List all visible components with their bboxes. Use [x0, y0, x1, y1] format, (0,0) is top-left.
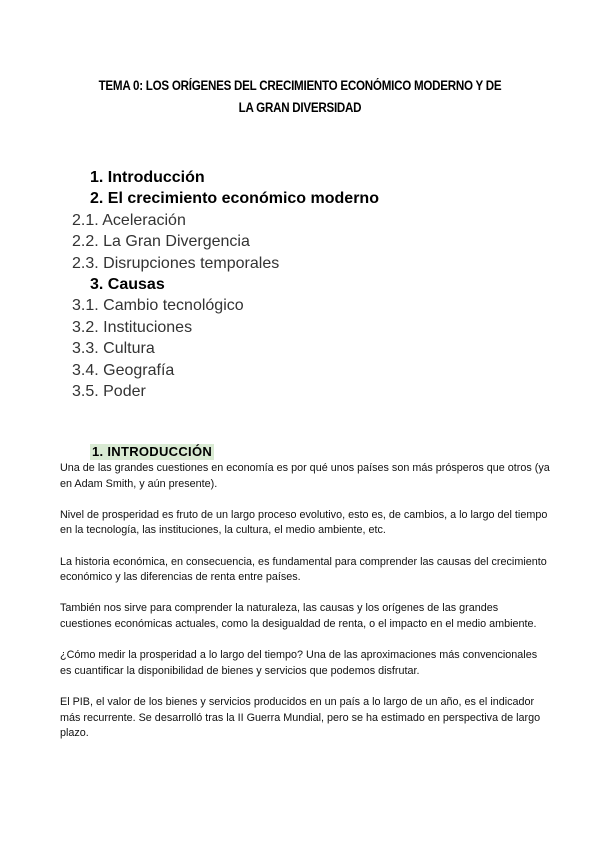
toc-item-causas: 3. Causas — [90, 275, 165, 293]
paragraph: El PIB, el valor de los bienes y servicios producidos en un país a lo largo de un año, es el indicador más recurrente. Se desarrolló tras la II Guerra Mundial, pero se ha estimado en perspectiva de largo plazo. — [60, 695, 541, 740]
document-title: TEMA 0: LOS ORÍGENES DEL CRECIMIENTO ECONÓMICO MODERNO Y DE LA GRAN DIVERSIDAD — [98, 78, 502, 115]
toc-item-introduccion: 1. Introducción — [90, 169, 205, 186]
paragraph: Una de las grandes cuestiones en economía es por qué unos países son más prósperos que otros (ya en Adam Smith, y aún presente). — [60, 462, 550, 490]
paragraph: Nivel de prosperidad es fruto de un largo proceso evolutivo, esto es, de cambios, a lo largo del tiempo en la tecnología, las instituciones, la cultura, el medio ambiente, etc. — [60, 508, 548, 537]
toc-item-geografia: 3.4. Geografía — [72, 361, 175, 379]
toc-item-crecimiento-economico: 2. El crecimiento económico moderno — [90, 190, 379, 208]
toc-item-instituciones: 3.2. Instituciones — [72, 318, 193, 336]
toc-item-disrupciones: 2.3. Disrupciones temporales — [72, 254, 280, 272]
toc-item-cambio-tecnologico: 3.1. Cambio tecnológico — [72, 297, 244, 315]
section-heading-introduccion: 1. INTRODUCCIÓN — [92, 444, 213, 459]
toc-item-gran-divergencia: 2.2. La Gran Divergencia — [72, 233, 250, 251]
paragraph: También nos sirve para comprender la naturaleza, las causas y los orígenes de las grandes cuestiones económicas actuales, como la desigualdad de renta, o el impacto en el medio ambiente. — [60, 602, 537, 630]
paragraph: ¿Cómo medir la prosperidad a lo largo del tiempo? Una de las aproximaciones más convencionales es cuantificar la disponibilidad de bienes y servicios que podemos disfrutar. — [60, 649, 538, 677]
toc-item-aceleracion: 2.1. Aceleración — [72, 211, 186, 229]
paragraph: La historia económica, en consecuencia, es fundamental para comprender las causas del crecimiento económico y las diferencias de renta entre países. — [60, 555, 547, 584]
table-of-contents — [0, 167, 600, 402]
section-body — [60, 461, 550, 757]
toc-item-poder: 3.5. Poder — [72, 382, 146, 400]
toc-item-cultura: 3.3. Cultura — [72, 340, 155, 358]
